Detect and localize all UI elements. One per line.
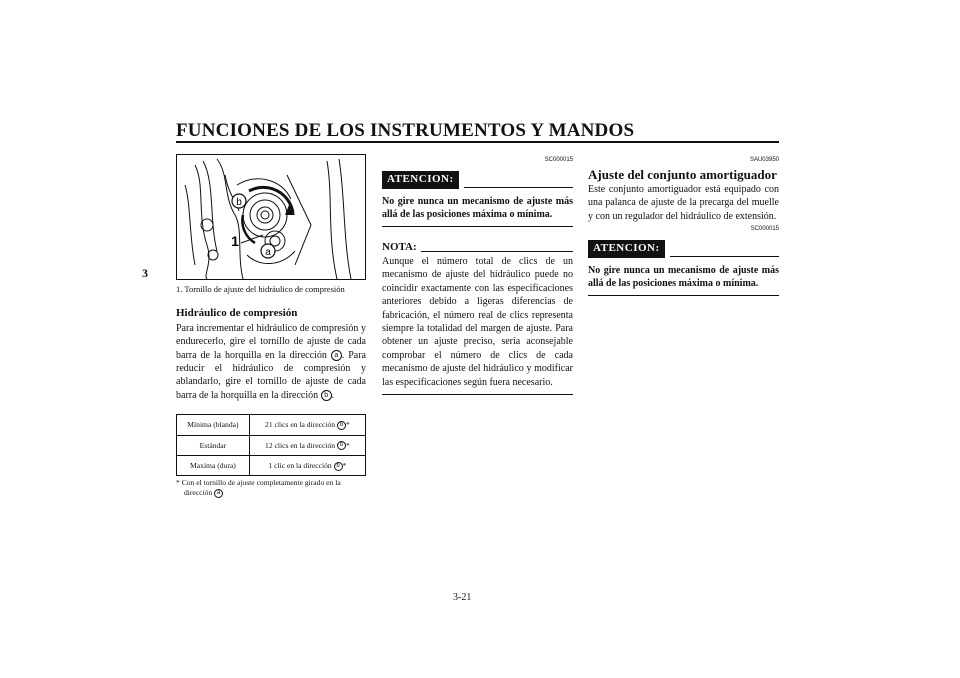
direction-b-symbol: b: [337, 441, 346, 450]
note-text: Aunque el número total de clics de un mecanismo de ajuste del hidráulico puede no coincidir exactamente con las especificaciones anteriores debido a ligeras diferencias de fabricación, el número real de clics representa siempre la totalidad del margen de ajuste. Para obtener un ajuste preciso, sería aconsejable comprobar el número de clics de cada mecanismo de ajuste del hidráulico y modificar las especificaciones según fuera necesario.: [382, 256, 573, 388]
caution-text: No gire nunca un mecanismo de ajuste más allá de las posiciones máxima o mínima.: [382, 195, 573, 221]
middle-column: [382, 154, 573, 395]
doc-code: SAU03950: [749, 157, 779, 163]
note-label: NOTA:: [382, 240, 417, 253]
direction-a-symbol: a: [331, 350, 342, 361]
table-cell-value: [249, 435, 365, 455]
note-header: [382, 241, 573, 254]
caution-header: [382, 171, 573, 188]
section-title-shock: Ajuste del conjunto amortiguador: [588, 167, 777, 183]
direction-a-symbol: a: [214, 489, 223, 498]
note-end-rule: [382, 394, 573, 395]
caution-rule: [464, 187, 573, 188]
value-text: 21 clics en la dirección: [265, 420, 336, 430]
asterisk: *: [345, 420, 350, 430]
section-title-compression: Hidráulico de compresión: [176, 307, 298, 320]
footnote-line-1: * Con el tornillo de ajuste completamente girado en la: [176, 478, 341, 488]
caution-text: No gire nunca un mecanismo de ajuste más allá de las posiciones máxima o mínima.: [588, 264, 779, 290]
direction-b-symbol: b: [321, 390, 332, 401]
shock-body: Este conjunto amortiguador está equipado con una palanca de ajuste de la precarga del muelle y con un regulador del hidráulico de extensión.: [588, 183, 779, 222]
doc-code: SC000015: [750, 226, 779, 233]
figure-caption: 1. Tornillo de ajuste del hidráulico de compresión: [176, 284, 345, 294]
body-part-3: .: [331, 389, 335, 401]
direction-b-symbol: b: [337, 421, 346, 430]
caution-end-rule: [382, 226, 573, 227]
table-row: [177, 456, 366, 476]
body-part-1: Para incrementar el hidráulico de compresión y endurecerlo, gire el tornillo de ajuste de cada barra de la horquilla en la dirección: [176, 322, 366, 361]
asterisk: *: [345, 440, 350, 450]
compression-spec-table: [176, 414, 366, 476]
label-1: 1: [231, 233, 239, 249]
table-cell-label: Mínima (blanda): [177, 415, 250, 435]
caution-rule: [670, 256, 779, 257]
asterisk: *: [342, 461, 347, 471]
caution-header: [588, 240, 779, 257]
table-cell-value: [249, 415, 365, 435]
chapter-tab: 3: [142, 266, 148, 280]
label-b: b: [236, 197, 242, 208]
table-row: [177, 435, 366, 455]
fork-adjuster-illustration: [176, 154, 366, 280]
direction-b-symbol: b: [334, 462, 343, 471]
footnote-line-2: [176, 488, 366, 498]
caution-label: ATENCION:: [588, 240, 665, 257]
note-rule: [421, 251, 573, 252]
table-cell-label: Estándar: [177, 435, 250, 455]
footnote-text: dirección: [184, 488, 213, 498]
table-row: [177, 415, 366, 435]
table-cell-label: Maxima (dura): [177, 456, 250, 476]
body-part-2: . Para reducir el hidráulico de compresión y ablandarlo, gire el tornillo de ajuste de cada barra de la horquilla en la dirección: [176, 349, 366, 401]
table-footnote: [176, 478, 366, 498]
label-a: a: [265, 247, 271, 258]
table-cell-value: [249, 456, 365, 476]
left-column: [176, 154, 366, 498]
right-column: [588, 154, 779, 296]
compression-body: [176, 322, 366, 402]
value-text: 1 clic en la dirección: [268, 461, 332, 471]
page-header-title: FUNCIONES DE LOS INSTRUMENTOS Y MANDOS: [176, 120, 635, 141]
page-number: 3-21: [453, 592, 472, 603]
caution-end-rule: [588, 295, 779, 296]
value-text: 12 clics en la dirección: [265, 440, 336, 450]
caution-label: ATENCION:: [382, 171, 459, 188]
header-rule: [176, 141, 779, 143]
fork-drawing: [177, 155, 365, 279]
doc-code: SC000015: [544, 157, 573, 163]
